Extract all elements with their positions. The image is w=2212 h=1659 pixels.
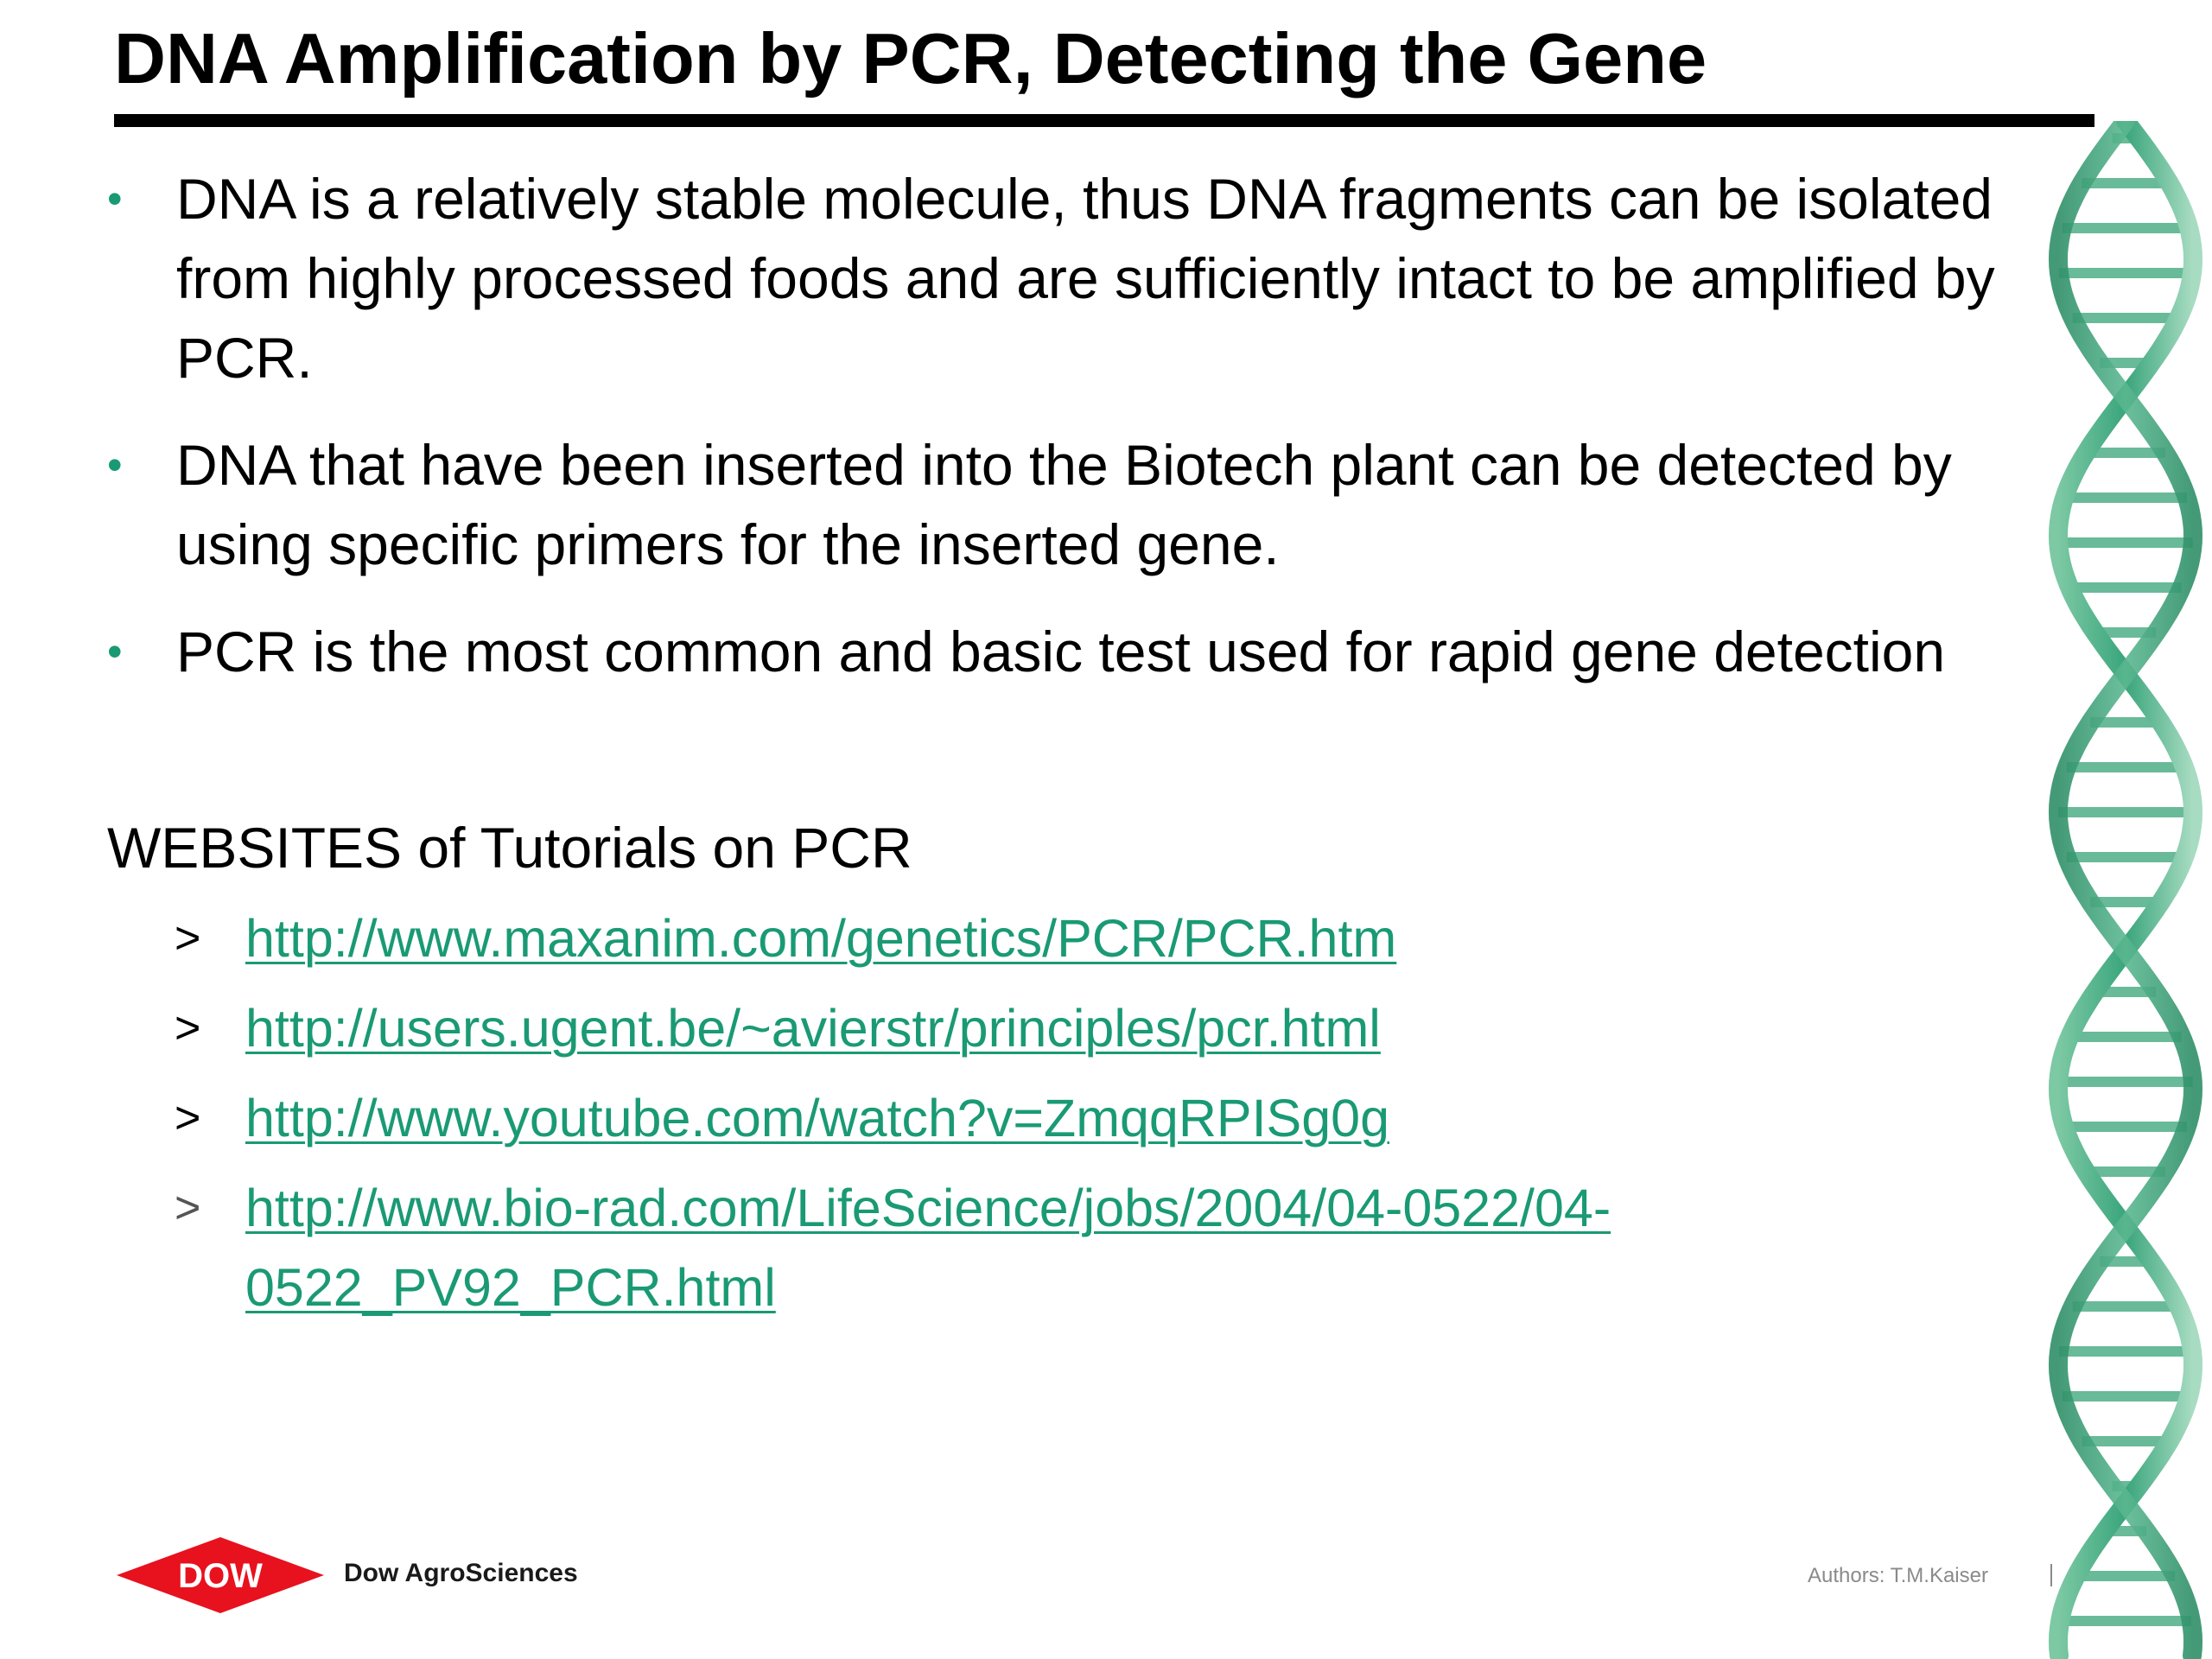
bullet-text: PCR is the most common and basic test used for rapid gene detection <box>176 620 1946 683</box>
link-marker: > <box>175 913 201 963</box>
dow-diamond-logo <box>117 1535 324 1615</box>
helix-rung <box>2064 493 2187 503</box>
helix-rung <box>2076 1571 2176 1581</box>
helix-rung <box>2063 223 2189 233</box>
link-item <box>175 1078 2032 1158</box>
dna-helix-icon <box>2039 121 2212 1659</box>
bullet-text: DNA is a relatively stable molecule, thus DNA fragments can be isolated from highly processed foods and are sufficiently intact to be amplified by PCR. <box>176 167 1995 390</box>
helix-rung <box>2059 268 2192 278</box>
link-marker: > <box>175 1003 201 1053</box>
tutorial-link-ugent[interactable]: http://users.ugent.be/~avierstr/principles/pcr.html <box>245 999 1381 1058</box>
slide-title: DNA Amplification by PCR, Detecting the Gene <box>114 18 1707 99</box>
helix-rung <box>2069 1032 2182 1042</box>
footer-divider <box>2050 1564 2052 1586</box>
websites-heading: WEBSITES of Tutorials on PCR <box>107 816 912 880</box>
link-item <box>175 899 2032 978</box>
bullet-item <box>107 159 2034 397</box>
bullet-text: DNA that have been inserted into the Biotech plant can be detected by using specific primers for the inserted gene. <box>176 433 1952 576</box>
helix-rung <box>2073 1301 2179 1312</box>
tutorial-link-list <box>175 899 2032 1338</box>
helix-rung <box>2069 582 2182 593</box>
helix-rung <box>2073 313 2179 323</box>
link-marker: > <box>175 1183 201 1233</box>
company-name: Dow AgroSciences <box>344 1559 578 1587</box>
helix-rung <box>2067 852 2184 862</box>
title-underline <box>114 114 2094 127</box>
logo-text: DOW <box>178 1557 263 1595</box>
helix-rung <box>2064 1122 2187 1132</box>
helix-rung <box>2058 537 2193 548</box>
bullet-item <box>107 612 2034 691</box>
tutorial-link-maxanim[interactable]: http://www.maxanim.com/genetics/PCR/PCR.htm <box>245 909 1397 968</box>
helix-rung <box>2059 1346 2192 1357</box>
bullet-list <box>107 159 2034 719</box>
helix-rung <box>2067 762 2184 772</box>
bullet-item <box>107 425 2034 584</box>
link-marker: > <box>175 1093 201 1143</box>
bullet-marker: • <box>107 441 123 489</box>
authors-credit: Authors: T.M.Kaiser <box>1808 1564 1988 1587</box>
tutorial-link-youtube[interactable]: http://www.youtube.com/watch?v=ZmqqRPISg0g <box>245 1089 1390 1147</box>
tutorial-link-biorad[interactable]: http://www.bio-rad.com/LifeScience/jobs/2004/04-0522/04-0522_PV92_PCR.html <box>245 1179 1611 1317</box>
link-item <box>175 1168 2032 1327</box>
bullet-marker: • <box>107 627 123 676</box>
helix-rung <box>2063 1391 2189 1402</box>
helix-rung <box>2060 1616 2191 1626</box>
link-item <box>175 988 2032 1068</box>
helix-rung <box>2058 807 2193 817</box>
bullet-marker: • <box>107 175 123 223</box>
helix-rung <box>2058 1077 2193 1087</box>
